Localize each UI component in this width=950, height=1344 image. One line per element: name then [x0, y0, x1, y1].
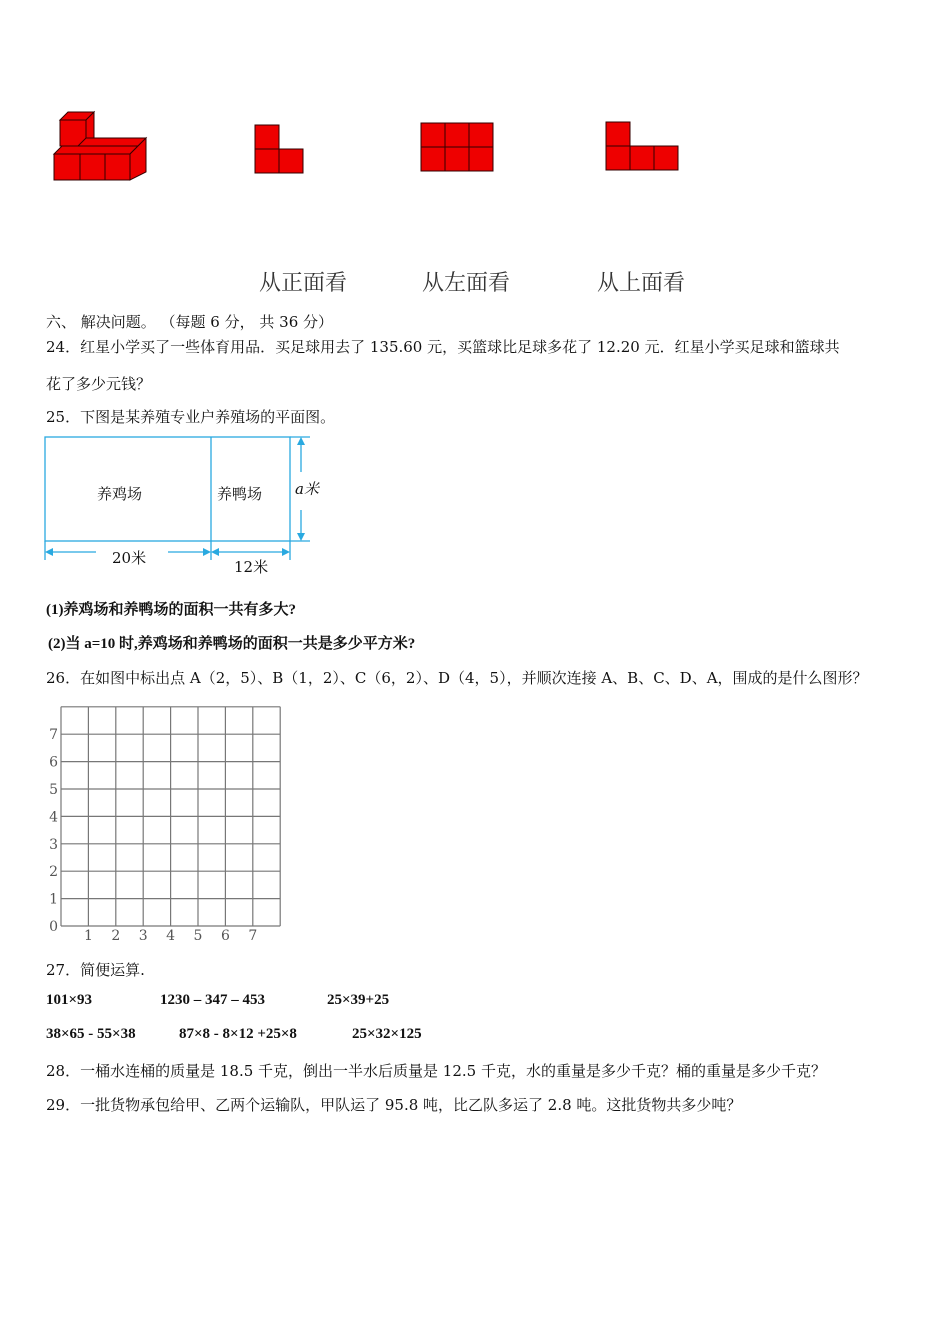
q29-text: 29．一批货物承包给甲、乙两个运输队，甲队运了 95.8 吨，比乙队多运了 2.8 吨。这批货物共多少吨？	[46, 1096, 742, 1114]
q28-text: 28．一桶水连桶的质量是 18.5 千克，倒出一半水后质量是 12.5 千克，水的重量是多少千克？桶的重量是多少千克？	[46, 1062, 826, 1080]
top-view-label: 从上面看	[597, 271, 686, 296]
q25-sub2: (2)当 a=10 时,养鸡场和养鸭场的面积一共是多少平方米?	[48, 636, 416, 652]
expr-2: 1230 – 347 – 453	[160, 992, 265, 1008]
x-tick-label: 4	[166, 928, 176, 944]
section-heading: 六、 解决问题。 （每题 6 分， 共 36 分）	[46, 313, 334, 331]
cube-solid-figure	[52, 108, 152, 184]
q25-sub1: (1)养鸡场和养鸭场的面积一共有多大?	[46, 602, 296, 618]
y-tick-label: 6	[49, 754, 58, 771]
x-tick-label: 3	[138, 928, 148, 944]
x-tick-label: 6	[220, 928, 230, 944]
y-tick-label: 0	[49, 919, 58, 935]
x-tick-label: 2	[111, 928, 121, 944]
coordinate-grid	[40, 700, 290, 950]
y-tick-label: 5	[49, 782, 58, 798]
left-view-label: 从左面看	[422, 271, 511, 296]
left-view-figure	[420, 122, 496, 174]
q25-text: 25．下图是某养殖专业户养殖场的平面图。	[46, 408, 336, 426]
expr-3: 25×39+25	[327, 992, 390, 1008]
width-20m-label: 20米	[112, 549, 147, 567]
q24-line2: 花了多少元钱？	[46, 375, 152, 393]
x-tick-label: 1	[83, 928, 93, 944]
duck-farm-label: 养鸭场	[217, 485, 263, 503]
expr-6: 25×32×125	[352, 1026, 422, 1042]
expr-1: 101×93	[46, 992, 93, 1008]
y-tick-label: 4	[49, 809, 58, 826]
chicken-farm-label: 养鸡场	[97, 485, 143, 503]
front-view-label: 从正面看	[259, 271, 348, 296]
expr-5: 87×8 - 8×12 +25×8	[179, 1026, 297, 1042]
front-view-figure	[254, 124, 306, 176]
y-tick-label: 2	[49, 864, 58, 881]
q26-text: 26．在如图中标出点 A（2，5）、B（1，2）、C（6，2）、D（4，5），并顺次连接 A、B、C、D、A，围成的是什么图形？	[46, 669, 868, 687]
x-tick-label: 5	[193, 928, 203, 944]
height-a-label: a米	[295, 480, 319, 498]
q27-text: 27．简便运算.	[46, 961, 145, 979]
farm-plan-diagram	[40, 432, 340, 582]
y-tick-label: 3	[49, 836, 58, 853]
expr-4: 38×65 - 55×38	[46, 1026, 136, 1042]
width-12m-label: 12米	[234, 558, 269, 576]
top-view-figure	[605, 121, 681, 173]
x-tick-label: 7	[248, 928, 258, 944]
q24-line1: 24．红星小学买了一些体育用品．买足球用去了 135.60 元，买篮球比足球多花了 12.20 元．红星小学买足球和篮球共	[46, 338, 840, 356]
y-tick-label: 1	[49, 891, 58, 908]
y-tick-label: 7	[49, 727, 58, 744]
